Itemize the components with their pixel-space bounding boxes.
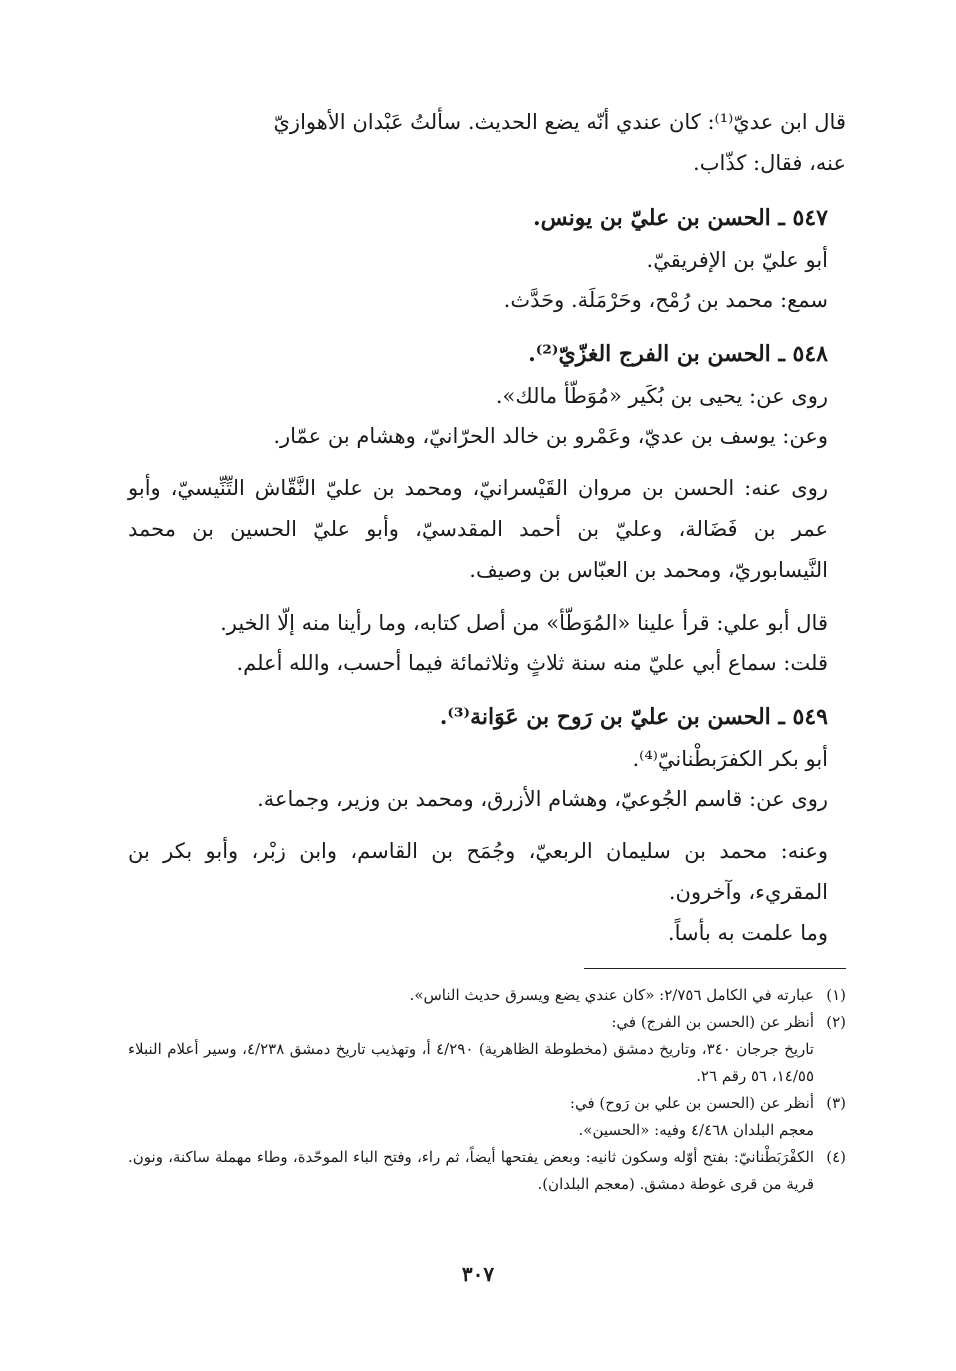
entry-549-students: وعنه: محمد بن سليمان الربعيّ، وجُمَح بن القاسم، وابن زبْر، وأبو بكر بن المقريء، وآخرون. — [128, 839, 828, 904]
intro-line-2: عنه، فقال: كذّاب. — [693, 151, 846, 175]
footnote-text: عبارته في الكامل ٢/٧٥٦: «كان عندي يضع ويسرق حديث الناس». — [409, 986, 814, 1004]
footnote-4 — [128, 1144, 846, 1198]
entry-549-kunya: أبو بكر الكفرَبطْنانيّ⁽⁴⁾. — [632, 747, 828, 771]
footnote-2-continuation: تاريخ جرجان ٣٤٠، وتاريخ دمشق (مخطوطة الظاهرية) ٤/٢٩٠ أ، وتهذيب تاريخ دمشق ٤/٢٣٨، وسير أعلام النبلاء ١٤/٥٥، ٥٦ رقم ٢٦. — [128, 1040, 814, 1085]
main-text — [128, 102, 846, 953]
entry-548-quote: قال أبو علي: قرأ علينا «المُوَطّأ» من أصل كتابه، وما رأينا منه إلّا الخير. — [220, 611, 828, 635]
footnote-number: (٣) — [826, 1094, 846, 1112]
entry-547-kunya: أبو عليّ بن الإفريقيّ. — [646, 248, 828, 272]
entry-547-heard: سمع: محمد بن رُمْح، وحَرْمَلَة. وحَدَّث. — [503, 288, 828, 312]
footnote-3 — [128, 1090, 846, 1117]
footnote-number: (١) — [826, 986, 846, 1004]
footnote-2 — [128, 1009, 846, 1036]
footnote-text: أنظر عن (الحسن بن علي بن رَوح) في: — [569, 1094, 814, 1112]
page-number: ٣٠٧ — [461, 1262, 495, 1286]
footnote-number: (٢) — [826, 1013, 846, 1031]
footnote-1 — [128, 982, 846, 1009]
entry-547-heading: ٥٤٧ ـ الحسن بن عليّ بن يونس. — [532, 205, 828, 231]
footnotes — [128, 982, 846, 1198]
entry-548-students: روى عنه: الحسن بن مروان القَيْسرانيّ، ومحمد بن عليّ النَّقّاش التِّنِّيسيّ، وأبو عمر بن فَضَالة، وعليّ بن أحمد المقدسيّ، وأبو عليّ الحسين بن محمد النَّيسابوريّ، ومحمد بن العبّاس بن وصيف. — [128, 476, 828, 582]
footnote-number: (٤) — [826, 1148, 846, 1166]
entry-549-narrated: روى عن: قاسم الجُوعيّ، وهشام الأزرق، ومحمد بن وزير، وجماعة. — [257, 787, 828, 811]
entry-549-verdict: وما علمت به بأساً. — [667, 921, 828, 945]
footnote-3-continuation: معجم البلدان ٤/٤٦٨ وفيه: «الحسين». — [578, 1121, 814, 1139]
footnote-text: الكفْرَبَطْنانيّ: بفتح أوّله وسكون ثانيه: وبعض يفتحها أيضاً، ثم راء، وفتح الباء الموحّدة، وطاء مهملة ساكنة، ونون. قرية من قرى غوطة دمشق. (معجم البلدان). — [128, 1148, 814, 1193]
entry-548-heading: ٥٤٨ ـ الحسن بن الفرج الغزّيّ⁽²⁾. — [528, 341, 828, 367]
entry-548-narrated-1: روى عن: يحيى بن بُكَير «مُوَطّأ مالك». — [495, 384, 828, 408]
intro-line-1: قال ابن عديّ⁽¹⁾: كان عندي أنّه يضع الحديث. سألتُ عَبْدان الأهوازيّ — [273, 110, 846, 134]
entry-549-heading: ٥٤٩ ـ الحسن بن عليّ بن رَوح بن عَوَانة⁽³⁾. — [439, 704, 828, 730]
intro-paragraph — [128, 102, 846, 184]
footnote-text: أنظر عن (الحسن بن الفرج) في: — [611, 1013, 814, 1031]
footnote-divider — [584, 968, 846, 969]
entry-548-narrated-2: وعن: يوسف بن عديّ، وعَمْرو بن خالد الحرّانيّ، وهشام بن عمّار. — [273, 424, 828, 448]
entry-548-note: قلت: سماع أبي عليّ منه سنة ثلاثٍ وثلاثمائة فيما أحسب، والله أعلم. — [236, 651, 828, 675]
